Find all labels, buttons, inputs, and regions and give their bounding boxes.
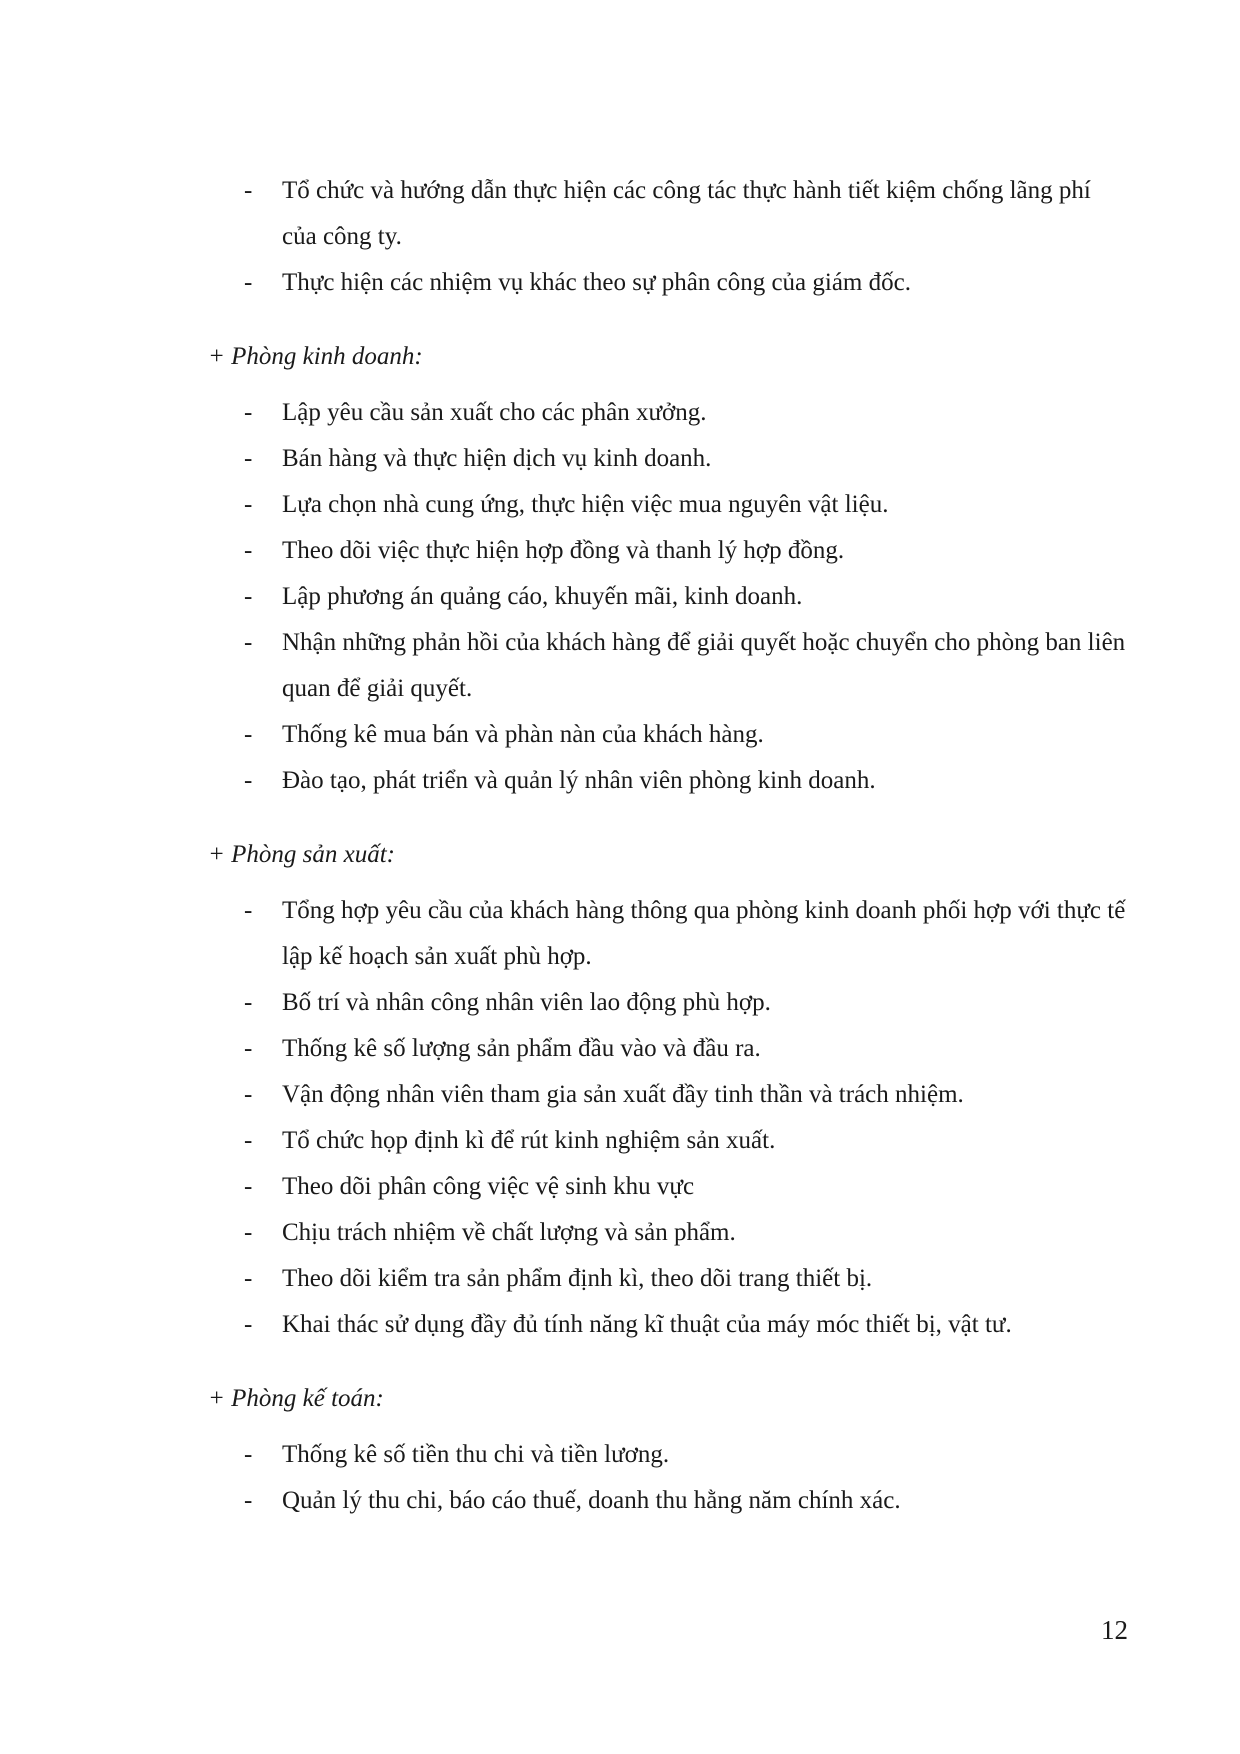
bullet-list bbox=[208, 168, 1128, 306]
list-item bbox=[208, 482, 1128, 528]
bullet-dash: - bbox=[244, 491, 253, 518]
bullet-dash: - bbox=[244, 537, 253, 564]
list-item-text: Nhận những phản hồi của khách hàng để giải quyết hoặc chuyển cho phòng ban liên quan để giải quyết. bbox=[282, 629, 1126, 702]
list-item bbox=[208, 574, 1128, 620]
list-item-text: Lập yêu cầu sản xuất cho các phân xưởng. bbox=[282, 399, 707, 426]
list-item-text: Khai thác sử dụng đầy đủ tính năng kĩ thuật của máy móc thiết bị, vật tư. bbox=[282, 1311, 1012, 1338]
bullet-dash: - bbox=[244, 1173, 253, 1200]
list-item-text: Thực hiện các nhiệm vụ khác theo sự phân công của giám đốc. bbox=[282, 269, 911, 296]
list-item-text: Chịu trách nhiệm về chất lượng và sản phẩm. bbox=[282, 1219, 736, 1246]
section-heading: + Phòng sản xuất: bbox=[208, 841, 395, 868]
section bbox=[208, 1348, 1128, 1524]
bullet-list bbox=[208, 1432, 1128, 1524]
list-item bbox=[208, 1256, 1128, 1302]
section-spacer bbox=[208, 1348, 1128, 1376]
list-item-text: Tổ chức họp định kì để rút kinh nghiệm sản xuất. bbox=[282, 1127, 776, 1154]
list-item-text: Lựa chọn nhà cung ứng, thực hiện việc mua nguyên vật liệu. bbox=[282, 491, 889, 518]
list-item-text: Đào tạo, phát triển và quản lý nhân viên phòng kinh doanh. bbox=[282, 767, 876, 794]
list-item bbox=[208, 980, 1128, 1026]
bullet-dash: - bbox=[244, 897, 253, 924]
list-item bbox=[208, 1302, 1128, 1348]
section bbox=[208, 804, 1128, 1348]
section-spacer bbox=[208, 306, 1128, 334]
list-item bbox=[208, 1432, 1128, 1478]
page-number: 12 bbox=[1101, 1615, 1128, 1645]
list-item-text: Tổ chức và hướng dẫn thực hiện các công tác thực hành tiết kiệm chống lãng phí của công ty. bbox=[282, 177, 1091, 250]
bullet-dash: - bbox=[244, 583, 253, 610]
section-heading: + Phòng kinh doanh: bbox=[208, 343, 423, 370]
bullet-dash: - bbox=[244, 269, 253, 296]
section bbox=[208, 306, 1128, 804]
list-item-text: Theo dõi kiểm tra sản phẩm định kì, theo dõi trang thiết bị. bbox=[282, 1265, 873, 1292]
list-item bbox=[208, 436, 1128, 482]
list-item bbox=[208, 168, 1128, 260]
section-heading: + Phòng kế toán: bbox=[208, 1385, 384, 1412]
list-item-text: Vận động nhân viên tham gia sản xuất đầy tinh thần và trách nhiệm. bbox=[282, 1081, 964, 1108]
list-item bbox=[208, 1478, 1128, 1524]
list-item-text: Thống kê số lượng sản phẩm đầu vào và đầu ra. bbox=[282, 1035, 761, 1062]
list-item-text: Theo dõi phân công việc vệ sinh khu vực bbox=[282, 1173, 695, 1200]
bullet-list bbox=[208, 390, 1128, 804]
list-item-text: Tổng hợp yêu cầu của khách hàng thông qua phòng kinh doanh phối hợp với thực tế lập kế hoạch sản xuất phù hợp. bbox=[282, 897, 1126, 970]
list-item bbox=[208, 888, 1128, 980]
bullet-dash: - bbox=[244, 1487, 253, 1514]
list-item bbox=[208, 1072, 1128, 1118]
bullet-list bbox=[208, 888, 1128, 1348]
list-item-text: Bố trí và nhân công nhân viên lao động phù hợp. bbox=[282, 989, 771, 1016]
bullet-dash: - bbox=[244, 445, 253, 472]
list-item bbox=[208, 528, 1128, 574]
list-item-text: Quản lý thu chi, báo cáo thuế, doanh thu hằng năm chính xác. bbox=[282, 1487, 901, 1514]
list-item bbox=[208, 620, 1128, 712]
list-item-text: Bán hàng và thực hiện dịch vụ kinh doanh. bbox=[282, 445, 712, 472]
bullet-dash: - bbox=[244, 629, 253, 656]
bullet-dash: - bbox=[244, 1127, 253, 1154]
bullet-dash: - bbox=[244, 1265, 253, 1292]
list-item bbox=[208, 1118, 1128, 1164]
bullet-dash: - bbox=[244, 989, 253, 1016]
section bbox=[208, 168, 1128, 306]
list-item-text: Lập phương án quảng cáo, khuyến mãi, kinh doanh. bbox=[282, 583, 803, 610]
list-item bbox=[208, 260, 1128, 306]
list-item-text: Thống kê mua bán và phàn nàn của khách hàng. bbox=[282, 721, 764, 748]
bullet-dash: - bbox=[244, 1441, 253, 1468]
list-item-text: Thống kê số tiền thu chi và tiền lương. bbox=[282, 1441, 670, 1468]
bullet-dash: - bbox=[244, 721, 253, 748]
section-spacer bbox=[208, 804, 1128, 832]
bullet-dash: - bbox=[244, 1311, 253, 1338]
list-item-text: Theo dõi việc thực hiện hợp đồng và thanh lý hợp đồng. bbox=[282, 537, 845, 564]
list-item bbox=[208, 1164, 1128, 1210]
bullet-dash: - bbox=[244, 1035, 253, 1062]
list-item bbox=[208, 758, 1128, 804]
page-content bbox=[208, 168, 1128, 1524]
list-item bbox=[208, 712, 1128, 758]
list-item bbox=[208, 1210, 1128, 1256]
bullet-dash: - bbox=[244, 399, 253, 426]
list-item bbox=[208, 1026, 1128, 1072]
bullet-dash: - bbox=[244, 1219, 253, 1246]
bullet-dash: - bbox=[244, 177, 253, 204]
bullet-dash: - bbox=[244, 767, 253, 794]
bullet-dash: - bbox=[244, 1081, 253, 1108]
list-item bbox=[208, 390, 1128, 436]
